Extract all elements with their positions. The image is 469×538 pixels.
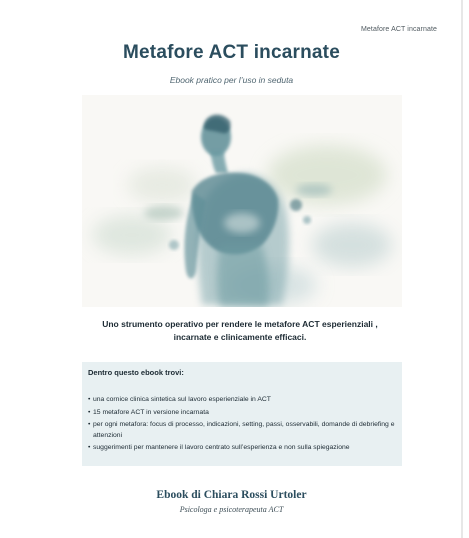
- cover-title: Metafore ACT incarnate: [123, 42, 340, 63]
- running-header: Metafore ACT incarnate: [361, 26, 437, 33]
- bullet-icon: •: [88, 421, 91, 428]
- cover-tagline: Uno strumento operativo per rendere le metafore ACT esperienziali , incarnate e clinicamente efficaci.: [102, 319, 378, 342]
- list-item: [88, 420, 396, 441]
- contents-heading: Dentro questo ebook trovi:: [88, 368, 184, 377]
- contents-box: [82, 362, 402, 466]
- watercolor-figure-image: [82, 95, 402, 307]
- list-item-text: suggerimenti per mantenere il lavoro centrato sull’esperienza e non sulla spiegazione: [93, 444, 350, 451]
- author-byline: Ebook di Chiara Rossi Urtoler: [156, 489, 307, 501]
- contents-list: [88, 395, 396, 454]
- bullet-icon: •: [88, 408, 91, 416]
- list-item: [88, 443, 396, 454]
- author-role: Psicologa e psicoterapeuta ACT: [179, 505, 284, 514]
- watercolor-figure-illustration: [82, 95, 402, 307]
- list-item: [88, 395, 396, 406]
- list-item-text: per ogni metafora: focus di processo, indicazioni, setting, passi, osservabili, domande di debriefing e attenzioni: [93, 421, 395, 439]
- bullet-icon: •: [88, 396, 91, 403]
- list-item: [88, 408, 396, 419]
- list-item-text: 15 metafore ACT in versione incarnata: [93, 408, 209, 416]
- bullet-icon: •: [88, 444, 91, 451]
- list-item-text: una cornice clinica sintetica sul lavoro esperienziale in ACT: [93, 396, 271, 403]
- cover-subtitle: Ebook pratico per l’uso in seduta: [169, 75, 294, 85]
